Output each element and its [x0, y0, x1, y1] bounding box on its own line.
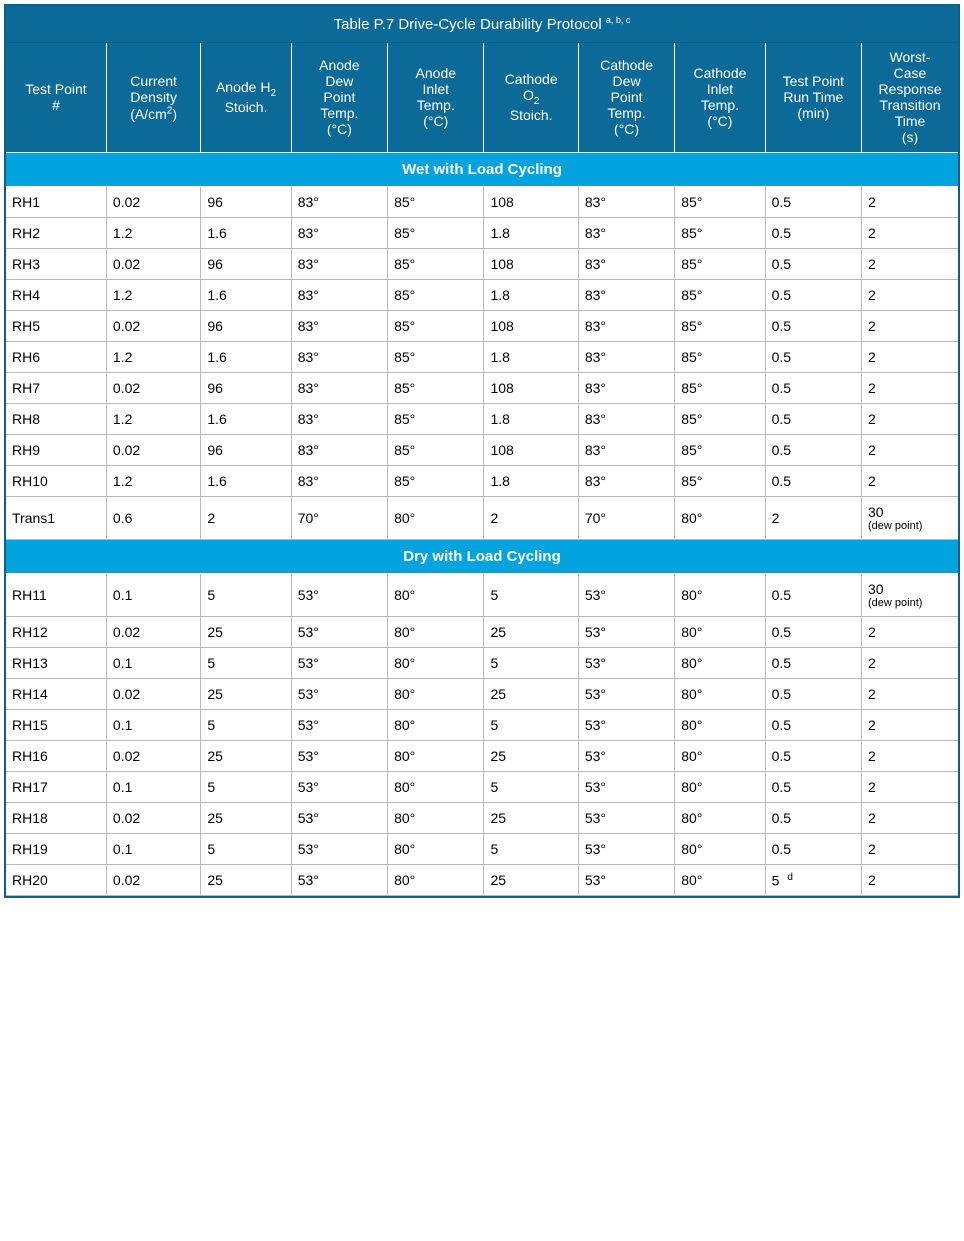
table-cell: 0.5	[765, 310, 861, 341]
table-cell: 83°	[578, 310, 674, 341]
header-line: (°C)	[614, 121, 640, 138]
header-line: Current	[130, 72, 177, 89]
header-line: Stoich.	[224, 99, 268, 116]
header-line: Run Time	[783, 89, 844, 106]
table-cell: 5	[484, 771, 578, 802]
table-cell: 80°	[675, 573, 765, 616]
table-cell: RH4	[6, 279, 106, 310]
table-cell: 2	[862, 434, 958, 465]
header-line: Point	[610, 89, 643, 106]
table-cell: 53°	[578, 771, 674, 802]
table-cell: 0.02	[106, 802, 200, 833]
table-cell: 83°	[291, 434, 387, 465]
table-cell: RH6	[6, 341, 106, 372]
table-cell: RH20	[6, 864, 106, 896]
table-cell: RH19	[6, 833, 106, 864]
table-cell: 0.5	[765, 372, 861, 403]
table-cell: 53°	[578, 740, 674, 771]
table-cell: 85°	[388, 217, 484, 248]
header-line: #	[52, 97, 60, 114]
table-cell: 2	[862, 279, 958, 310]
table-cell: 83°	[291, 465, 387, 496]
table-cell: 53°	[578, 709, 674, 740]
table-cell: 83°	[578, 186, 674, 217]
table-row	[6, 434, 958, 465]
header-line: Worst-	[889, 49, 931, 65]
header-line: Temp.	[416, 97, 455, 114]
table-cell: 0.1	[106, 709, 200, 740]
cell-note: (dew point)	[868, 519, 923, 532]
table-cell: 25	[201, 802, 291, 833]
table-cell: 0.02	[106, 864, 200, 896]
table-cell: 25	[201, 678, 291, 709]
table-cell: 0.5	[765, 248, 861, 279]
cell-footnote-mark: d	[787, 871, 793, 883]
table-row	[6, 573, 958, 616]
table-cell: 0.02	[106, 310, 200, 341]
table-row	[6, 709, 958, 740]
table-cell: 53°	[578, 616, 674, 647]
table-cell: 2	[862, 341, 958, 372]
table-cell: 96	[201, 186, 291, 217]
cell-value: 30	[868, 580, 884, 597]
table-cell: 0.02	[106, 740, 200, 771]
table-cell: 0.5	[765, 279, 861, 310]
table-cell: 80°	[675, 616, 765, 647]
table-cell: 0.5	[765, 678, 861, 709]
table-cell: 2	[862, 647, 958, 678]
table-cell: 108	[484, 310, 578, 341]
table-cell: 0.02	[106, 616, 200, 647]
table-cell: 85°	[388, 186, 484, 217]
table-cell: 0.5	[765, 802, 861, 833]
table-row	[6, 864, 958, 896]
table-cell: 53°	[578, 647, 674, 678]
cell-value: 30	[868, 503, 884, 520]
table-cell: 80°	[388, 802, 484, 833]
table-cell: 2	[484, 496, 578, 539]
header-line: Test Point	[782, 73, 845, 90]
header-line: Time	[894, 113, 926, 130]
table-cell: 25	[484, 802, 578, 833]
header-line: (min)	[797, 105, 830, 122]
table-cell: 5	[484, 709, 578, 740]
table-cell: 80°	[675, 496, 765, 539]
drive-cycle-durability-table-container	[4, 4, 960, 898]
table-cell: 0.5	[765, 647, 861, 678]
table-cell: RH13	[6, 647, 106, 678]
table-row	[6, 279, 958, 310]
header-line: Case	[893, 65, 927, 82]
table-cell: 53°	[291, 864, 387, 896]
column-header-anode-h2-stoich	[201, 43, 291, 152]
header-line: Temp.	[700, 97, 739, 114]
table-cell: 0.02	[106, 372, 200, 403]
table-cell: 85°	[388, 279, 484, 310]
table-cell: 0.1	[106, 647, 200, 678]
table-cell: 85°	[675, 403, 765, 434]
table-cell: 83°	[291, 341, 387, 372]
table-cell: RH8	[6, 403, 106, 434]
table-cell: 2	[862, 771, 958, 802]
table-cell: 96	[201, 310, 291, 341]
table-cell: 80°	[388, 678, 484, 709]
column-header-cathode-o2-stoich	[484, 43, 578, 152]
table-cell: 83°	[578, 341, 674, 372]
table-cell: 53°	[291, 709, 387, 740]
table-cell: 83°	[578, 248, 674, 279]
header-line: (°C)	[326, 121, 352, 138]
table-cell: 2	[862, 709, 958, 740]
table-cell: 0.5	[765, 709, 861, 740]
header-line: Response	[878, 81, 942, 98]
table-cell: RH2	[6, 217, 106, 248]
table-cell: 1.8	[484, 403, 578, 434]
table-cell: 0.02	[106, 434, 200, 465]
section-header-row	[6, 152, 958, 186]
table-cell: 1.6	[201, 403, 291, 434]
table-cell: 85°	[675, 341, 765, 372]
table-cell: RH1	[6, 186, 106, 217]
table-cell: 2	[862, 616, 958, 647]
table-cell: 0.5	[765, 573, 861, 616]
section-title: Wet with Load Cycling	[6, 152, 958, 186]
table-cell: 83°	[291, 217, 387, 248]
table-cell: 85°	[675, 310, 765, 341]
table-cell: RH16	[6, 740, 106, 771]
table-cell: 85°	[675, 248, 765, 279]
table-cell: 0.5	[765, 217, 861, 248]
header-line: Cathode	[600, 57, 654, 74]
table-cell: 1.8	[484, 341, 578, 372]
table-row	[6, 678, 958, 709]
table-cell: 0.5	[765, 465, 861, 496]
header-line: Cathode	[504, 71, 558, 88]
header-line: Density	[130, 88, 177, 105]
cell-value: 5	[771, 872, 780, 889]
table-cell: 0.1	[106, 573, 200, 616]
table-cell: 80°	[675, 802, 765, 833]
table-cell: 96	[201, 372, 291, 403]
table-cell: 96	[201, 248, 291, 279]
column-header-cathode-dew-point-temp	[578, 43, 674, 152]
table-cell: 1.2	[106, 279, 200, 310]
table-cell: 108	[484, 186, 578, 217]
table-cell: 80°	[675, 864, 765, 896]
table-row	[6, 341, 958, 372]
section-title: Dry with Load Cycling	[6, 539, 958, 573]
table-cell: 2	[862, 372, 958, 403]
table-cell: 2	[862, 740, 958, 771]
table-cell: 85°	[388, 310, 484, 341]
section-header-row	[6, 539, 958, 573]
table-cell	[862, 573, 958, 616]
table-row	[6, 403, 958, 434]
table-cell: 2	[862, 403, 958, 434]
table-cell: 85°	[388, 434, 484, 465]
table-cell: 80°	[675, 709, 765, 740]
table-cell: RH11	[6, 573, 106, 616]
table-cell: 85°	[388, 465, 484, 496]
table-cell: 1.2	[106, 217, 200, 248]
table-cell: RH9	[6, 434, 106, 465]
drive-cycle-durability-table	[6, 6, 958, 896]
table-row	[6, 186, 958, 217]
table-cell: 53°	[291, 647, 387, 678]
table-cell: 1.8	[484, 465, 578, 496]
header-line-units: $(A/cm^2)$	[130, 105, 178, 122]
table-cell: 83°	[578, 279, 674, 310]
column-header-current-density	[106, 43, 200, 152]
table-cell: 1.8	[484, 217, 578, 248]
column-header-anode-dew-point-temp	[291, 43, 387, 152]
table-cell: 5	[484, 647, 578, 678]
table-header	[6, 43, 958, 152]
table-cell: 83°	[291, 403, 387, 434]
table-cell: 0.5	[765, 771, 861, 802]
table-cell: 108	[484, 372, 578, 403]
table-cell: 1.2	[106, 403, 200, 434]
table-cell: 80°	[388, 833, 484, 864]
table-cell: RH12	[6, 616, 106, 647]
table-cell: 0.1	[106, 771, 200, 802]
table-row	[6, 217, 958, 248]
header-line: Test Point	[25, 81, 87, 98]
table-cell: 80°	[675, 833, 765, 864]
header-line: Anode	[415, 65, 457, 82]
table-cell	[765, 864, 861, 896]
table-cell: 108	[484, 248, 578, 279]
table-cell: 5	[201, 771, 291, 802]
table-cell: 2	[862, 465, 958, 496]
table-cell: 25	[484, 740, 578, 771]
table-cell: 2	[862, 186, 958, 217]
table-cell: 83°	[291, 279, 387, 310]
table-cell: 1.6	[201, 217, 291, 248]
table-cell: RH17	[6, 771, 106, 802]
table-cell: 0.02	[106, 678, 200, 709]
table-cell: 53°	[291, 573, 387, 616]
table-cell: 96	[201, 434, 291, 465]
table-header-row	[6, 43, 958, 152]
table-cell: 53°	[291, 678, 387, 709]
table-cell: 80°	[388, 771, 484, 802]
table-cell: 25	[484, 616, 578, 647]
column-header-cathode-inlet-temp	[675, 43, 765, 152]
table-cell: 5	[201, 709, 291, 740]
table-row	[6, 465, 958, 496]
column-header-test-point-run-time	[765, 43, 861, 152]
table-cell: 85°	[675, 465, 765, 496]
table-cell: 83°	[578, 465, 674, 496]
table-cell: 85°	[675, 279, 765, 310]
table-cell: 85°	[675, 372, 765, 403]
table-row	[6, 248, 958, 279]
table-cell: 83°	[291, 310, 387, 341]
table-cell: 1.6	[201, 465, 291, 496]
table-cell: 53°	[291, 802, 387, 833]
table-cell: 80°	[388, 647, 484, 678]
table-cell: Trans1	[6, 496, 106, 539]
table-cell: 53°	[578, 833, 674, 864]
table-caption-text: Table P.7 Drive-Cycle Durability Protocol	[333, 16, 602, 33]
table-cell: 0.02	[106, 186, 200, 217]
table-cell: 53°	[291, 740, 387, 771]
table-row	[6, 496, 958, 539]
column-header-test-point	[6, 43, 106, 152]
header-line: Stoich.	[509, 107, 553, 124]
table-cell: RH14	[6, 678, 106, 709]
table-cell: 80°	[388, 616, 484, 647]
table-cell: RH3	[6, 248, 106, 279]
table-cell: 2	[862, 310, 958, 341]
table-cell: 80°	[675, 678, 765, 709]
table-cell: 83°	[578, 403, 674, 434]
header-line: $O_2$	[522, 87, 540, 107]
table-row	[6, 740, 958, 771]
table-row	[6, 771, 958, 802]
table-caption	[6, 6, 958, 43]
table-cell: 80°	[675, 771, 765, 802]
table-cell: RH18	[6, 802, 106, 833]
table-cell: 2	[862, 833, 958, 864]
table-cell: 0.5	[765, 616, 861, 647]
table-cell: 5	[201, 573, 291, 616]
table-cell	[862, 496, 958, 539]
table-cell: 53°	[291, 771, 387, 802]
header-line: Anode	[319, 57, 360, 74]
table-cell: 0.5	[765, 740, 861, 771]
table-cell: 85°	[388, 403, 484, 434]
table-cell: 53°	[578, 864, 674, 896]
header-line: Temp.	[320, 105, 359, 122]
column-header-anode-inlet-temp	[388, 43, 484, 152]
table-cell: 83°	[291, 248, 387, 279]
table-cell: 53°	[578, 678, 674, 709]
header-line: Inlet	[706, 81, 734, 98]
header-line: Cathode	[693, 65, 747, 82]
header-line: Dew	[612, 73, 641, 90]
header-line: Dew	[325, 73, 354, 90]
table-row	[6, 802, 958, 833]
table-cell: 83°	[291, 186, 387, 217]
table-cell: 1.6	[201, 279, 291, 310]
table-cell: 80°	[675, 740, 765, 771]
table-cell: 25	[201, 616, 291, 647]
header-line: Anode $H_2$	[215, 79, 277, 99]
table-cell: 83°	[578, 217, 674, 248]
header-line: Temp.	[607, 105, 646, 122]
table-cell: RH10	[6, 465, 106, 496]
table-cell: 80°	[388, 496, 484, 539]
table-row	[6, 372, 958, 403]
table-cell: 2	[862, 802, 958, 833]
column-header-worst-case-response-transition-time	[862, 43, 958, 152]
table-cell: 1.6	[201, 341, 291, 372]
table-cell: 53°	[291, 833, 387, 864]
header-line: (°C)	[707, 113, 733, 130]
table-cell: 80°	[388, 740, 484, 771]
table-cell: 85°	[675, 186, 765, 217]
header-line: Transition	[879, 97, 941, 114]
header-line: (s)	[901, 129, 919, 146]
table-cell: RH15	[6, 709, 106, 740]
table-row	[6, 833, 958, 864]
header-line: Inlet	[422, 81, 449, 98]
table-cell: 0.6	[106, 496, 200, 539]
table-cell: 70°	[291, 496, 387, 539]
table-cell: 85°	[388, 372, 484, 403]
table-cell: 53°	[291, 616, 387, 647]
table-cell: 83°	[291, 372, 387, 403]
table-cell: 1.8	[484, 279, 578, 310]
table-cell: 53°	[578, 802, 674, 833]
table-cell: 25	[484, 864, 578, 896]
table-cell: 1.2	[106, 465, 200, 496]
table-cell: 83°	[578, 372, 674, 403]
table-cell: 80°	[388, 709, 484, 740]
table-cell: 0.1	[106, 833, 200, 864]
table-cell: 0.5	[765, 434, 861, 465]
table-cell: 5	[201, 833, 291, 864]
table-cell: RH7	[6, 372, 106, 403]
table-cell: 5	[484, 833, 578, 864]
table-cell: 70°	[578, 496, 674, 539]
table-cell: 80°	[388, 573, 484, 616]
table-cell: 80°	[675, 647, 765, 678]
table-cell: 2	[862, 248, 958, 279]
table-cell: 2	[862, 678, 958, 709]
table-cell: 0.5	[765, 833, 861, 864]
table-cell: 83°	[578, 434, 674, 465]
table-cell: 25	[484, 678, 578, 709]
table-row	[6, 647, 958, 678]
table-cell: 5	[484, 573, 578, 616]
table-cell: 85°	[675, 217, 765, 248]
table-cell: 85°	[388, 248, 484, 279]
table-cell: RH5	[6, 310, 106, 341]
header-line: (°C)	[423, 113, 449, 130]
table-row	[6, 616, 958, 647]
table-cell: 25	[201, 864, 291, 896]
table-cell: 108	[484, 434, 578, 465]
cell-note: (dew point)	[868, 596, 923, 609]
table-caption-footnote-marks: a, b, c	[605, 15, 631, 25]
table-cell: 85°	[675, 434, 765, 465]
header-line: Point	[323, 89, 356, 106]
table-cell: 5	[201, 647, 291, 678]
table-cell: 2	[765, 496, 861, 539]
table-body	[6, 152, 958, 896]
table-cell: 80°	[388, 864, 484, 896]
table-cell: 25	[201, 740, 291, 771]
table-cell: 0.5	[765, 341, 861, 372]
table-cell: 0.5	[765, 186, 861, 217]
table-cell: 0.02	[106, 248, 200, 279]
table-cell: 2	[201, 496, 291, 539]
table-cell: 2	[862, 217, 958, 248]
table-cell: 1.2	[106, 341, 200, 372]
table-cell: 0.5	[765, 403, 861, 434]
table-cell: 2	[862, 864, 958, 896]
table-cell: 53°	[578, 573, 674, 616]
table-cell: 85°	[388, 341, 484, 372]
table-row	[6, 310, 958, 341]
